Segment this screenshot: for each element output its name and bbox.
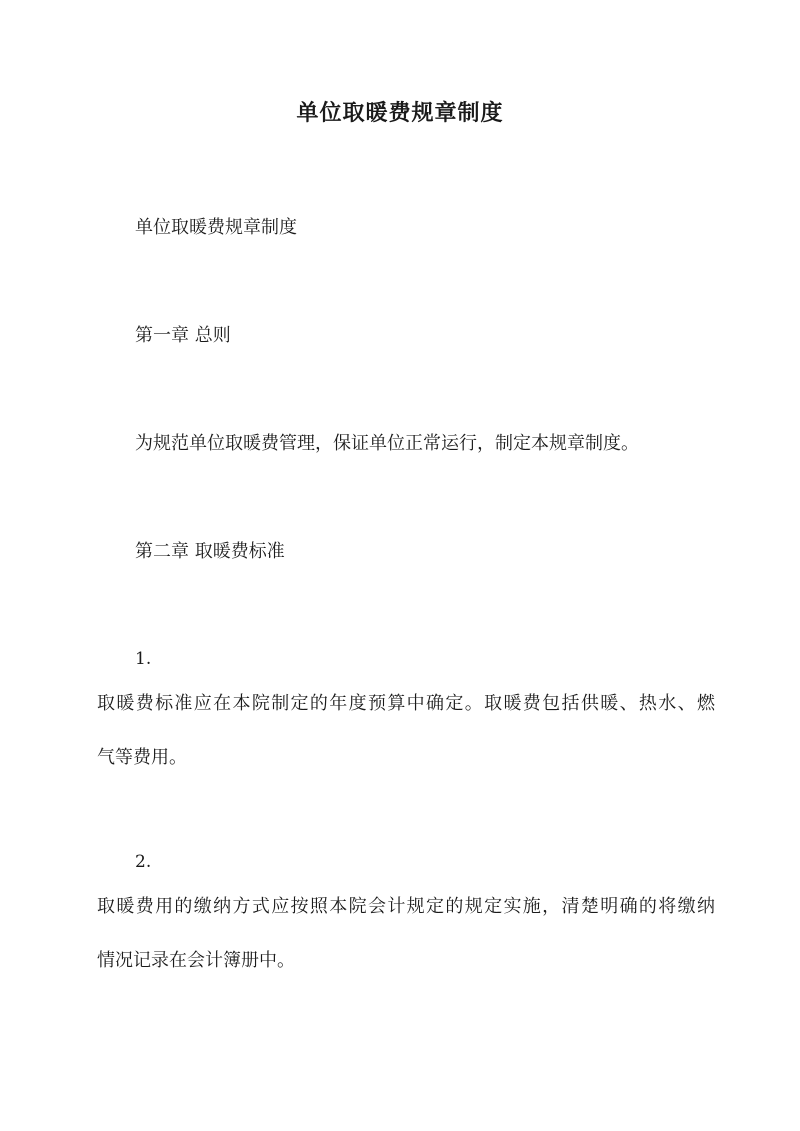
item-2-line-1: 取暖费用的缴纳方式应按照本院会计规定的规定实施，清楚明确的将缴纳	[97, 896, 715, 917]
item-1-paragraph	[97, 690, 717, 798]
item-1-number: 1.	[135, 649, 152, 669]
document-subtitle: 单位取暖费规章制度	[135, 217, 297, 238]
chapter-2-heading: 第二章 取暖费标准	[135, 541, 285, 562]
item-2-line-2: 情况记录在会计簿册中。	[97, 950, 295, 971]
item-2-number: 2.	[135, 852, 152, 872]
item-1-line-2: 气等费用。	[97, 747, 187, 768]
chapter-1-heading: 第一章 总则	[135, 325, 231, 346]
chapter-1-paragraph: 为规范单位取暖费管理，保证单位正常运行，制定本规章制度。	[135, 433, 639, 454]
document-title: 单位取暖费规章制度	[296, 100, 504, 126]
item-1-line-1: 取暖费标准应在本院制定的年度预算中确定。取暖费包括供暖、热水、燃	[97, 693, 715, 714]
item-2-paragraph	[97, 893, 717, 1001]
